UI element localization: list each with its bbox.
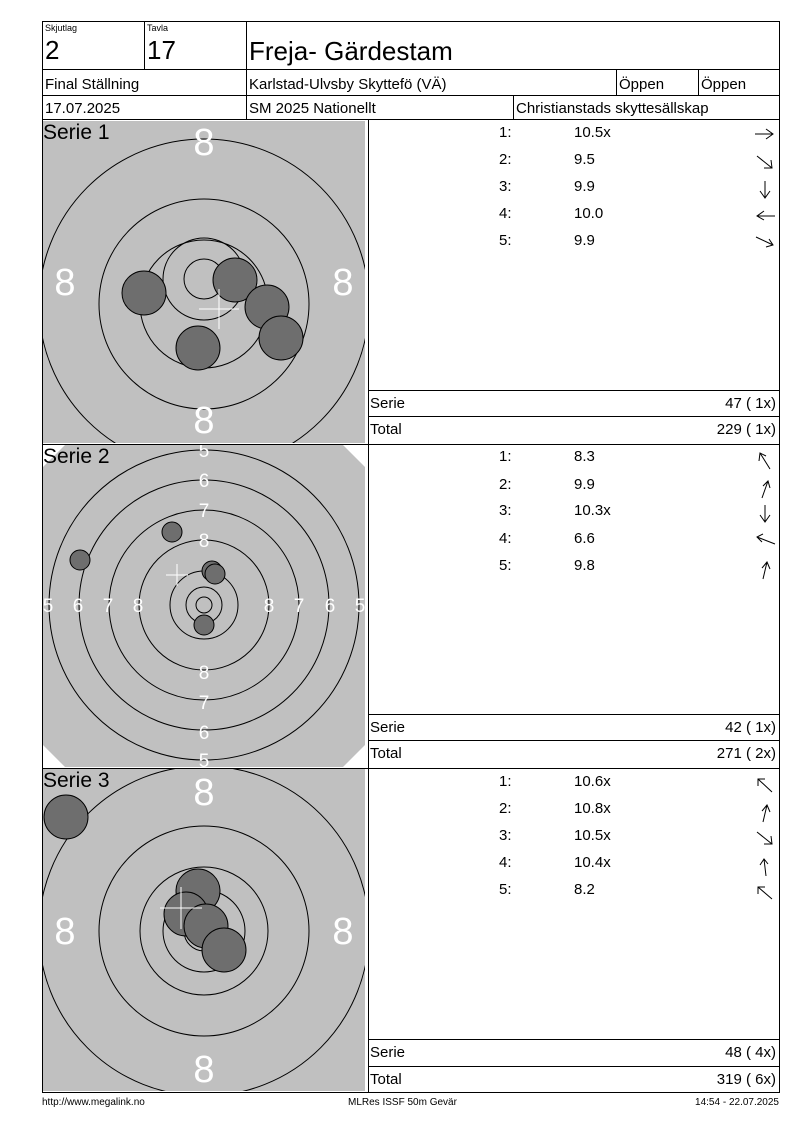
serie-1-label: Serie 1: [43, 121, 110, 144]
shot-index: 1:: [499, 448, 512, 465]
shot-hole: [122, 271, 166, 315]
serie-2-label: Serie 2: [43, 445, 110, 468]
ring-number: 5: [354, 596, 365, 617]
shot-value: 9.8: [574, 557, 595, 574]
shot-value: 6.6: [574, 530, 595, 547]
organizer: Christianstads skyttesällskap: [516, 100, 709, 117]
arrow-south-icon: [754, 181, 776, 199]
ring-number-top: 8: [193, 122, 215, 164]
shot-row: [369, 773, 779, 795]
shot-row: [369, 124, 779, 146]
skjutlag-value: 2: [45, 35, 60, 65]
shot-row: [369, 557, 779, 579]
shot-index: 4:: [499, 530, 512, 547]
footer-software: MLRes ISSF 50m Gevär: [348, 1097, 457, 1108]
date-cell: [42, 95, 247, 120]
shot-index: 5:: [499, 232, 512, 249]
footer-timestamp: 14:54 - 22.07.2025: [695, 1097, 779, 1108]
shot-index: 5:: [499, 881, 512, 898]
arrow-west-northwest-icon: [754, 533, 776, 547]
shot-hole: [176, 326, 220, 370]
shot-row: [369, 800, 779, 822]
shot-value: 10.0: [574, 205, 604, 222]
ring-number: 7: [198, 693, 210, 714]
shot-index: 3:: [499, 502, 512, 519]
shot-index: 2:: [499, 800, 512, 817]
shot-hole: [162, 522, 182, 542]
serie-sum-label: Serie: [370, 395, 406, 412]
class1-cell: [616, 69, 699, 96]
shot-hole: [202, 928, 246, 972]
event-name: SM 2025 Nationellt: [249, 100, 376, 117]
target-bg: [43, 445, 365, 767]
total-label: Total: [370, 421, 402, 438]
shot-value: 10.5x: [574, 124, 611, 141]
shot-row: [369, 178, 779, 200]
total-value: 319 ( 6x): [716, 1071, 776, 1088]
serie-3-sum: [369, 1039, 779, 1065]
serie-sum-value: 47 ( 1x): [725, 395, 776, 412]
shot-index: 3:: [499, 827, 512, 844]
ring-number-bottom: 8: [193, 1049, 215, 1091]
serie-2-total: [369, 740, 779, 766]
class2: Öppen: [701, 76, 747, 93]
serie-1-total: [369, 416, 779, 442]
total-label: Total: [370, 1071, 402, 1088]
ring-number: 8: [132, 596, 144, 617]
ring-number: 8: [198, 531, 210, 552]
shot-index: 2:: [499, 151, 512, 168]
arrow-northwest-icon: [754, 776, 776, 794]
shot-index: 3:: [499, 178, 512, 195]
shot-index: 5:: [499, 557, 512, 574]
shot-value: 10.5x: [574, 827, 611, 844]
shot-value: 9.9: [574, 178, 595, 195]
skjutlag-cell: [42, 21, 145, 70]
arrow-north-icon: [754, 857, 776, 877]
total-label: Total: [370, 745, 402, 762]
arrow-northeast-icon: [754, 803, 776, 823]
shot-hole: [194, 615, 214, 635]
organizer-cell: [513, 95, 780, 120]
arrow-southeast-icon: [754, 235, 776, 249]
shot-row: [369, 881, 779, 903]
shot-hole: [205, 564, 225, 584]
target-serie-2: [43, 445, 365, 767]
shot-row: [369, 448, 779, 470]
class2-cell: [698, 69, 780, 96]
arrow-east-icon: [754, 127, 776, 141]
footer-url[interactable]: http://www.megalink.no: [42, 1097, 145, 1108]
arrow-northwest-icon: [754, 451, 776, 471]
arrow-northwest-icon: [754, 884, 776, 902]
shot-row: [369, 476, 779, 498]
shot-row: [369, 827, 779, 849]
ring-number: 6: [198, 471, 210, 492]
shot-hole: [259, 316, 303, 360]
ring-number: 5: [198, 751, 210, 767]
club-name: Karlstad-Ulvsby Skyttefö (VÄ): [249, 76, 447, 93]
target-bg: [43, 121, 365, 443]
ring-number: 6: [324, 596, 336, 617]
ring-number-left: 8: [54, 262, 76, 304]
target-serie-3: [43, 769, 365, 1091]
arrow-southeast-icon: [754, 154, 776, 170]
ring-number: 8: [198, 663, 210, 684]
shot-value: 9.9: [574, 476, 595, 493]
shot-row: [369, 232, 779, 254]
ring-number: 7: [102, 596, 114, 617]
shot-value: 10.3x: [574, 502, 611, 519]
ring-number: 8: [263, 596, 275, 617]
serie-sum-value: 48 ( 4x): [725, 1044, 776, 1061]
shot-row: [369, 854, 779, 876]
competition-phase: Final Ställning: [45, 76, 140, 93]
shot-index: 4:: [499, 205, 512, 222]
ring-number-right: 8: [332, 262, 354, 304]
shot-index: 1:: [499, 124, 512, 141]
event-cell: [246, 95, 514, 120]
ring-number-left: 8: [54, 911, 76, 953]
phase-cell: [42, 69, 247, 96]
arrow-south-icon: [754, 505, 776, 523]
ring-number: 6: [72, 596, 84, 617]
shot-value: 10.8x: [574, 800, 611, 817]
serie-sum-label: Serie: [370, 1044, 406, 1061]
shot-hole: [44, 795, 88, 839]
serie-1-sum: [369, 390, 779, 416]
arrow-southeast-icon: [754, 830, 776, 846]
shot-row: [369, 205, 779, 227]
shooter-name-cell: [246, 21, 780, 70]
club-cell: [246, 69, 617, 96]
serie-2-sum: [369, 714, 779, 740]
shot-value: 8.2: [574, 881, 595, 898]
total-value: 229 ( 1x): [716, 421, 776, 438]
total-value: 271 ( 2x): [716, 745, 776, 762]
serie-3-total: [369, 1066, 779, 1092]
ring-number: 7: [198, 501, 210, 522]
tavla-value: 17: [147, 35, 176, 65]
ring-number: 7: [293, 596, 305, 617]
shot-hole: [70, 550, 90, 570]
serie-sum-label: Serie: [370, 719, 406, 736]
arrow-northeast-icon: [754, 479, 776, 499]
series-divider-vertical: [368, 120, 369, 1093]
serie-sum-value: 42 ( 1x): [725, 719, 776, 736]
shot-value: 9.9: [574, 232, 595, 249]
serie-3-label: Serie 3: [43, 769, 110, 792]
ring-number: 5: [43, 596, 54, 617]
ring-number: 5: [198, 445, 210, 462]
target-serie-1: [43, 121, 365, 443]
shot-index: 1:: [499, 773, 512, 790]
shot-value: 10.4x: [574, 854, 611, 871]
shot-row: [369, 151, 779, 173]
shot-index: 4:: [499, 854, 512, 871]
shot-row: [369, 530, 779, 552]
shot-value: 10.6x: [574, 773, 611, 790]
shot-row: [369, 502, 779, 524]
arrow-west-icon: [754, 208, 776, 222]
shot-value: 8.3: [574, 448, 595, 465]
ring-number-bottom: 8: [193, 400, 215, 442]
shot-index: 2:: [499, 476, 512, 493]
ring-number: 6: [198, 723, 210, 744]
skjutlag-label: Skjutlag: [45, 23, 78, 33]
ring-number-right: 8: [332, 911, 354, 953]
ring-number-top: 8: [193, 772, 215, 814]
shot-value: 9.5: [574, 151, 595, 168]
shooter-name: Freja- Gärdestam: [249, 36, 453, 66]
tavla-cell: [144, 21, 247, 70]
date: 17.07.2025: [45, 100, 121, 117]
arrow-northeast-icon: [754, 560, 776, 580]
tavla-label: Tavla: [147, 23, 169, 33]
class1: Öppen: [619, 76, 665, 93]
